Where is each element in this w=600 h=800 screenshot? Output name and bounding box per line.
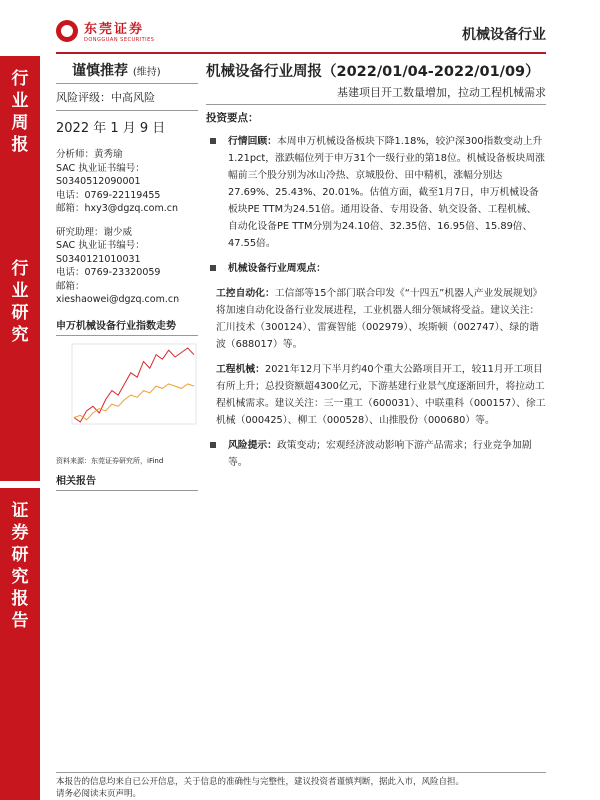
chart-source: 资料来源：东莞证券研究所，iFind [56, 456, 164, 465]
sidebar-char: 究 [11, 325, 29, 345]
risk-warning [206, 437, 546, 471]
risk-warning-label: 风险提示： [228, 440, 277, 451]
sidebar-char: 研 [11, 303, 29, 323]
risk-level: 风险评级：中高风险 [56, 84, 198, 111]
sidebar-char: 究 [11, 567, 29, 587]
assistant-info [56, 226, 198, 307]
market-review-label: 行情回顾： [228, 136, 277, 147]
rating-note: (维持) [132, 67, 161, 78]
page-header [56, 14, 546, 54]
contact-line: 电话：0769-23320059 [56, 267, 161, 278]
rating [56, 56, 198, 84]
disclaimer-notice: 请务必阅读末页声明。 [56, 789, 142, 799]
sidebar-char: 行 [11, 69, 29, 89]
sidebar-char: 告 [11, 611, 29, 631]
sidebar-char: 券 [11, 523, 29, 543]
sidebar-char: 业 [11, 91, 29, 111]
sidebar-char: 研 [11, 545, 29, 565]
logo-name-cn: 东莞证券 [84, 22, 145, 37]
sidebar-label-report [0, 488, 40, 800]
contact-line: 分析师：黄秀瑜 [56, 149, 123, 160]
invest-points-label: 投资要点： [206, 112, 259, 124]
left-info-column [56, 56, 198, 491]
rating-value: 谨慎推荐 [72, 63, 128, 79]
weekly-view-label: 机械设备行业周观点： [228, 263, 326, 274]
sidebar-char: 业 [11, 281, 29, 301]
contact-line: S0340121010031 [56, 253, 141, 265]
bullet-square-icon [210, 138, 216, 144]
automation-view [206, 285, 546, 353]
company-logo [56, 18, 154, 43]
sidebar-char: 周 [11, 113, 29, 133]
bullet-square-icon [210, 265, 216, 271]
sidebar-char: 行 [11, 259, 29, 279]
disclaimer-footer [56, 772, 546, 800]
analyst-info [56, 148, 198, 216]
index-trend-chart [56, 340, 198, 450]
contact-line: xieshaowei@dgzq.com.cn [56, 294, 180, 305]
report-date: 2022 年 1 月 9 日 [56, 121, 166, 136]
contact-line: SAC 执业证书编号： [56, 162, 145, 174]
contact-line: 研究助理：谢少威 [56, 226, 133, 238]
automation-label: 工控自动化： [216, 288, 275, 299]
bullet-square-icon [210, 442, 216, 448]
contact-line: SAC 执业证书编号： [56, 240, 145, 251]
weekly-view [206, 260, 546, 277]
construction-machinery-view [206, 361, 546, 429]
main-content [206, 108, 546, 479]
related-reports: 相关报告 [56, 472, 198, 491]
sidebar-char: 证 [11, 501, 29, 521]
industry-name: 机械设备行业 [462, 27, 546, 43]
sidebar-label-weekly [0, 56, 40, 246]
contact-line: 邮箱：hxy3@dgzq.com.cn [56, 203, 178, 214]
sidebar-label-research [0, 246, 40, 481]
logo-icon [56, 20, 78, 42]
construction-label: 工程机械： [216, 364, 265, 375]
market-review-text: 本周申万机械设备板块下降1.18%，较沪深300指数变动上升1.21pct，涨跌幅位列于申万31个一级行业的第18位。机械设备板块周涨幅前三个股分别为冰山冷热、京城股份、田中精机，涨幅分别达27.69%、25.43%、20.01%。估值方面，截至1月7日，申万机械设备板块PE TTM为24.51倍。通用设备、专用设备、轨交设备、工程机械、自动化设备PE TTM分别为24.10倍、32.35倍、16.95倍、15.89倍、47.55倍。 [228, 136, 545, 249]
disclaimer-line: 本报告的信息均来自已公开信息，关于信息的准确性与完整性，建议投资者谨慎判断，据此入市，风险自担。 [56, 777, 465, 787]
contact-line: S0340512090001 [56, 176, 141, 187]
sidebar-char: 报 [11, 589, 29, 609]
report-subtitle: 基建项目开工数量增加，拉动工程机械需求 [206, 84, 546, 105]
risk-warning-text: 政策变动；宏观经济波动影响下游产品需求；行业竞争加剧等。 [228, 440, 532, 468]
report-title: 机械设备行业周报（2022/01/04-2022/01/09） [206, 64, 540, 80]
automation-text: 工信部等15个部门联合印发《“十四五”机器人产业发展规划》将加速自动化设备行业发展进程，工业机器人细分领域将受益。建议关注：汇川技术（300124）、雷赛智能（002979）、埃斯顿（002747）、绿的谐波（688017）等。 [216, 288, 543, 350]
logo-name-en: DONGGUAN SECURITIES [84, 37, 155, 43]
market-review [206, 133, 546, 252]
sidebar-char: 报 [11, 135, 29, 155]
chart-title: 申万机械设备行业指数走势 [56, 317, 198, 336]
sidebar [0, 56, 40, 800]
contact-line: 电话：0769-22119455 [56, 189, 161, 201]
contact-line: 邮箱： [56, 280, 85, 292]
construction-text: 2021年12月下半月约40个重大公路项目开工，较11月开工项目有所上升；总投资额超4300亿元，下游基建行业景气度逐渐回升，将拉动工程机械需求。建议关注：三一重工（600031）、中联重科（000157）、徐工机械（000425）、柳工（000528）、山推股份（000680）等。 [216, 364, 546, 426]
